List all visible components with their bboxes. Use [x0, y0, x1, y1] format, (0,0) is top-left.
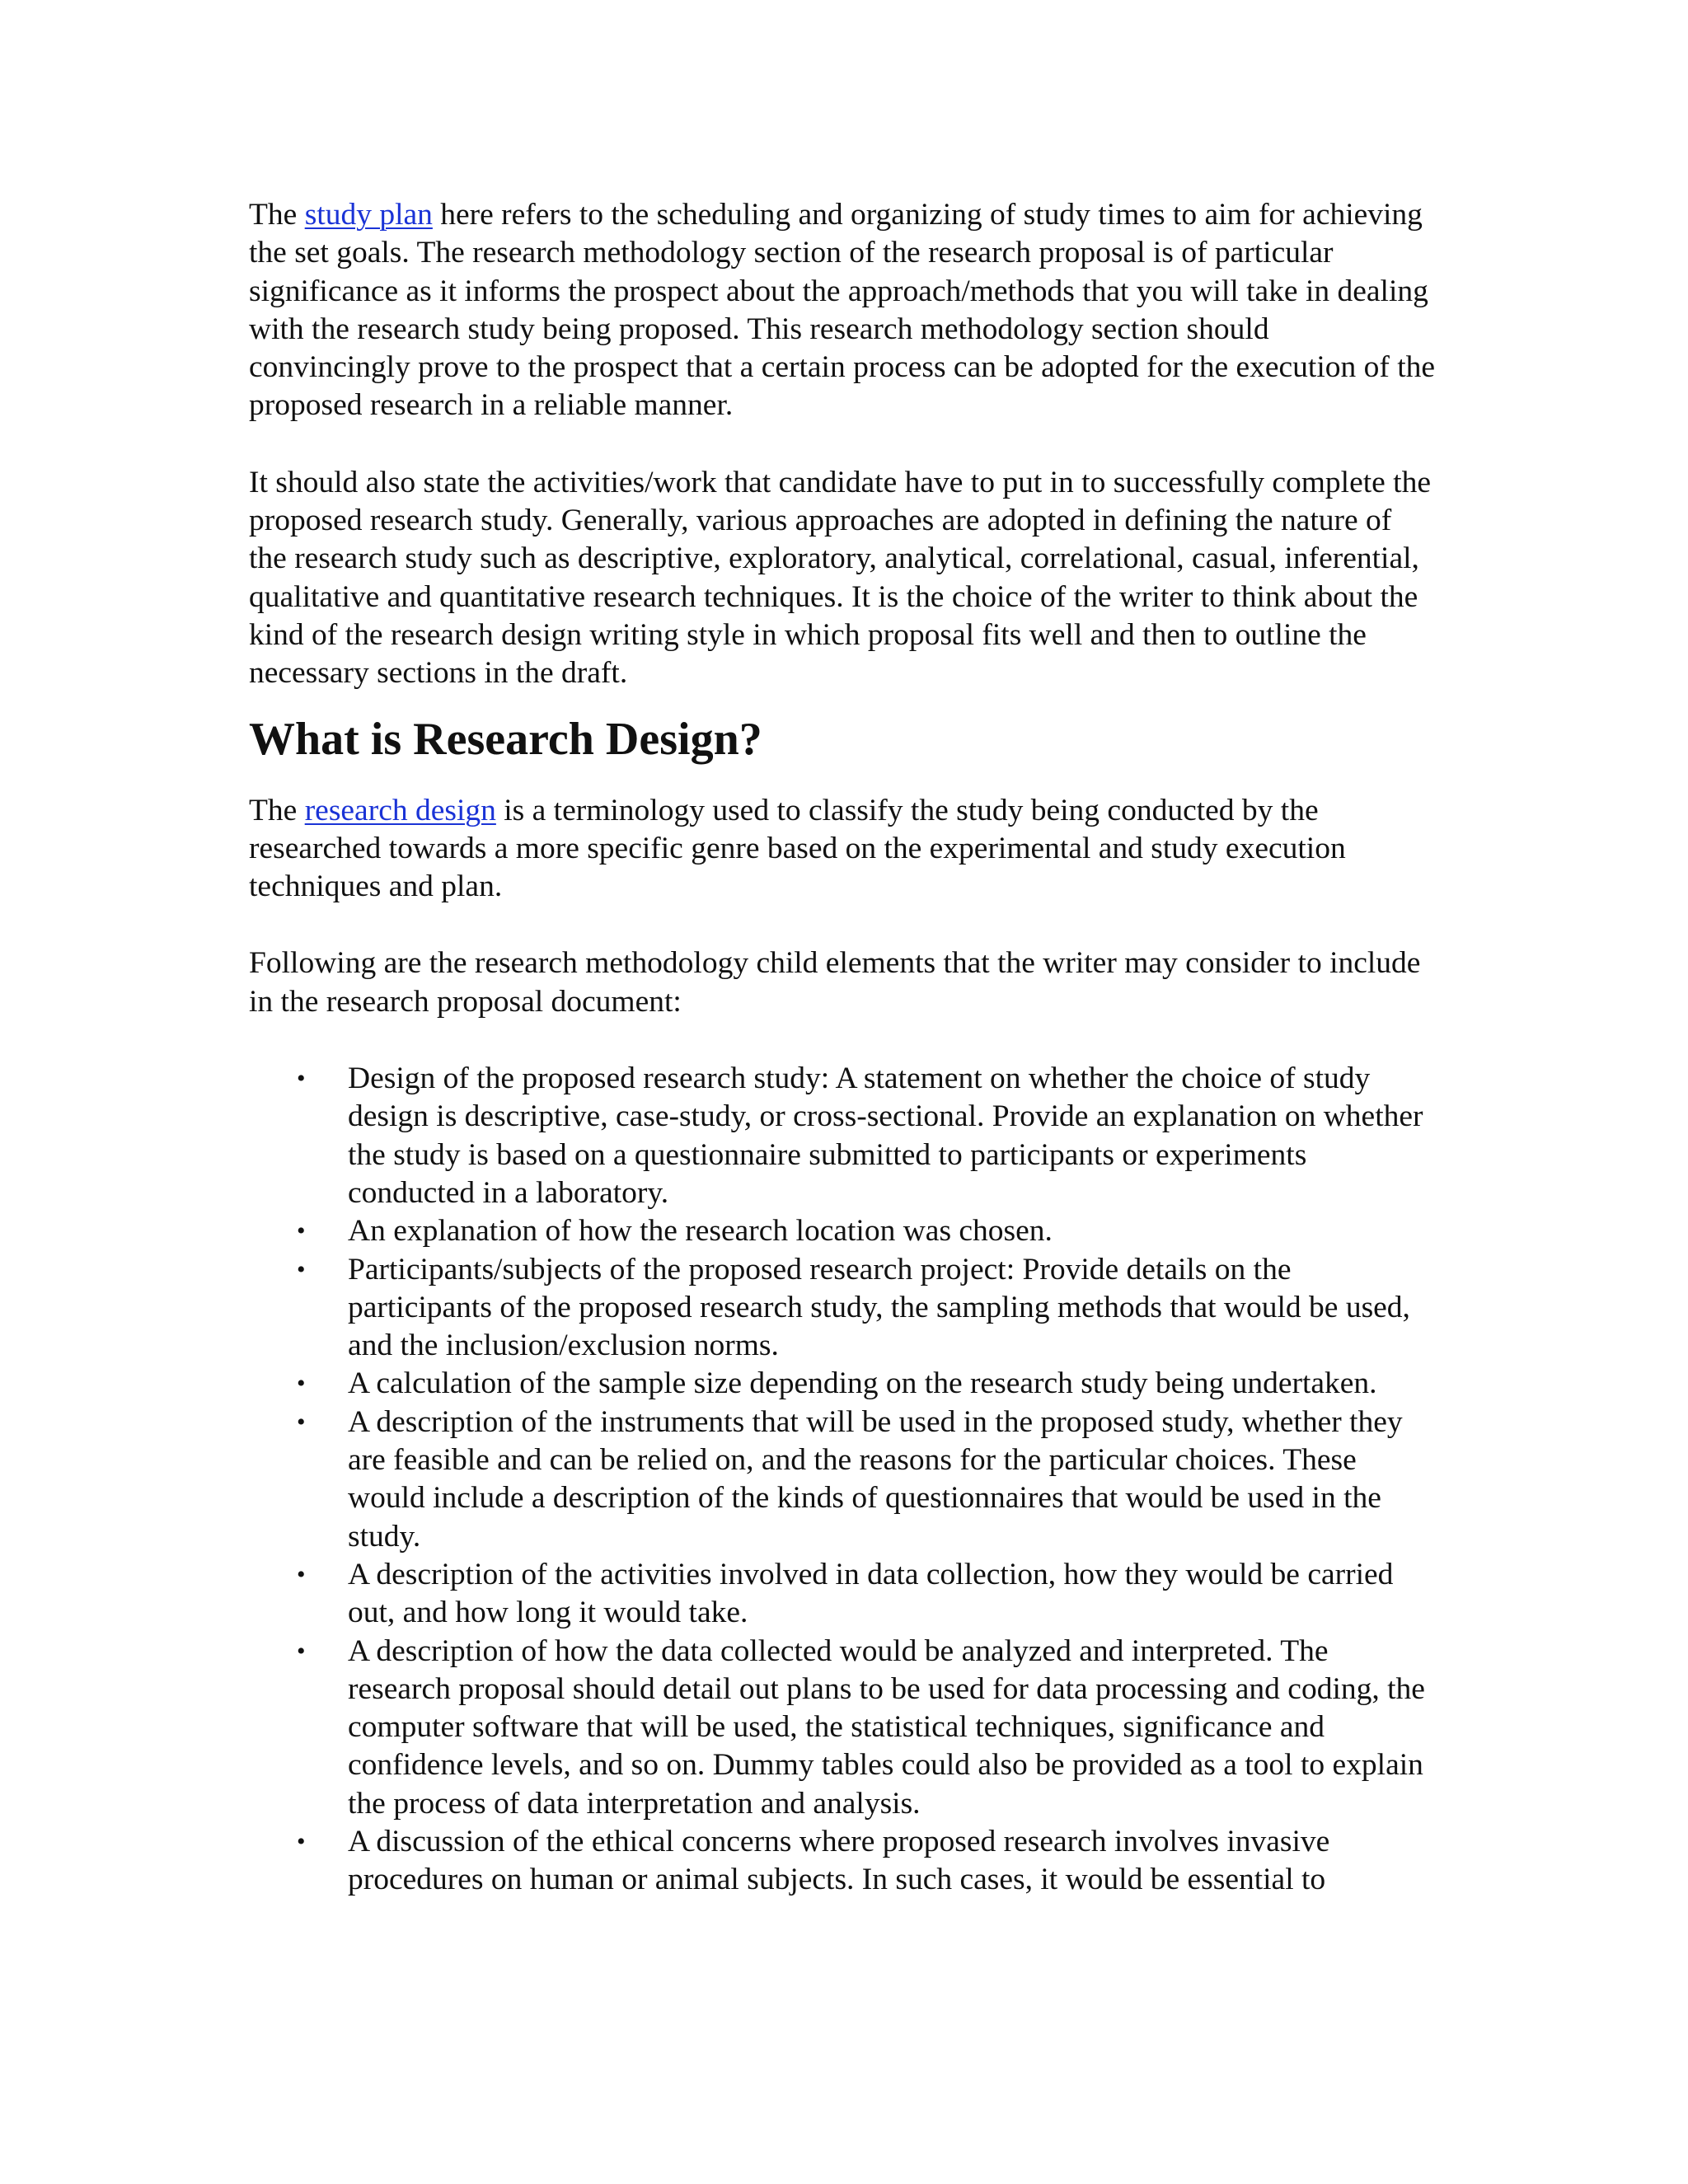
bullet-icon: • — [297, 1370, 306, 1398]
spacer — [249, 1021, 1436, 1060]
paragraph-text: here refers to the scheduling and organizing of study times to aim for achieving the set goals. The research methodology section of the research proposal is of particular significance as it informs the prospect about the approach/methods that you will take in dealing with the research study being proposed. This research methodology section should convincingly prove to the prospect that a certain process can be adopted for the execution of the proposed research in a reliable manner. — [249, 198, 1436, 423]
section-heading: What is Research Design? — [249, 713, 762, 765]
list-item — [249, 1404, 1436, 1556]
list-item-text: A calculation of the sample size depending on the research study being undertaken. — [348, 1366, 1377, 1401]
list-item — [249, 1556, 1436, 1633]
bullet-icon: • — [297, 1560, 306, 1588]
spacer — [249, 769, 1436, 792]
bullet-icon: • — [297, 1408, 306, 1436]
bullet-icon: • — [297, 1637, 306, 1665]
list-item — [249, 1212, 1436, 1250]
study-plan-link[interactable]: study plan — [304, 198, 433, 232]
list-item-text: Design of the proposed research study: A statement on whether the choice of study design is descriptive, case-study, or cross-sectional. Provide an explanation on whether the study is based on a questionnaire submitted to participants or experiments conducted in a laboratory. — [348, 1062, 1423, 1210]
paragraph-prefix: The — [249, 793, 305, 827]
bullet-icon: • — [297, 1217, 306, 1245]
paragraph-activities: It should also state the activities/work that candidate have to put in to successfully complete the proposed research study. Generally, various approaches are adopted in defining the nature of the research study such as descriptive, exploratory, analytical, correlational, casual, inferential, qualitative and quantitative research techniques. It is the choice of the writer to think about the kind of the research design writing style in which proposal fits well and then to outline the necessary sections in the draft. — [249, 465, 1431, 691]
paragraph-text: is a terminology used to classify the study being conducted by the researched towards a more specific genre based on the experimental and study execution techniques and plan. — [249, 793, 1346, 904]
list-item — [249, 1823, 1436, 1900]
list-item — [249, 1365, 1436, 1403]
list-item-text: Participants/subjects of the proposed research project: Provide details on the participants of the proposed research study, the sampling methods that would be used, and the inclusion/exclusion norms. — [348, 1252, 1410, 1363]
list-item — [249, 1633, 1436, 1823]
methodology-elements-list — [249, 1060, 1436, 1900]
list-item-text: A description of how the data collected would be analyzed and interpreted. The research proposal should detail out plans to be used for data processing and coding, the computer software that will be used, the statistical techniques, significance and confidence levels, and so on. Dummy tables could also be provided as a tool to explain the process of data interpretation and analysis. — [348, 1633, 1425, 1821]
list-item — [249, 1060, 1436, 1212]
list-item-text: An explanation of how the research location was chosen. — [348, 1214, 1053, 1249]
list-item-text: A description of the instruments that will be used in the proposed study, whether they are feasible and can be relied on, and the reasons for the particular choices. These would include a description of the kinds of questionnaires that would be used in the study. — [348, 1404, 1403, 1554]
list-item-text: A description of the activities involved in data collection, how they would be carried out, and how long it would take. — [348, 1557, 1394, 1630]
list-item — [249, 1251, 1436, 1366]
bullet-icon: • — [297, 1255, 306, 1283]
paragraph-following: Following are the research methodology child elements that the writer may consider to include in the research proposal document: — [249, 946, 1421, 1019]
bullet-icon: • — [297, 1827, 306, 1855]
list-item-text: A discussion of the ethical concerns where proposed research involves invasive procedures on human or animal subjects. In such cases, it would be essential to — [348, 1824, 1330, 1897]
document-page — [249, 196, 1436, 1900]
spacer — [249, 425, 1436, 464]
paragraph-study-plan — [249, 196, 1436, 425]
paragraph-research-design — [249, 792, 1436, 907]
spacer — [249, 906, 1436, 944]
bullet-icon: • — [297, 1065, 306, 1093]
research-design-link[interactable]: research design — [304, 793, 496, 827]
paragraph-prefix: The — [249, 198, 305, 232]
